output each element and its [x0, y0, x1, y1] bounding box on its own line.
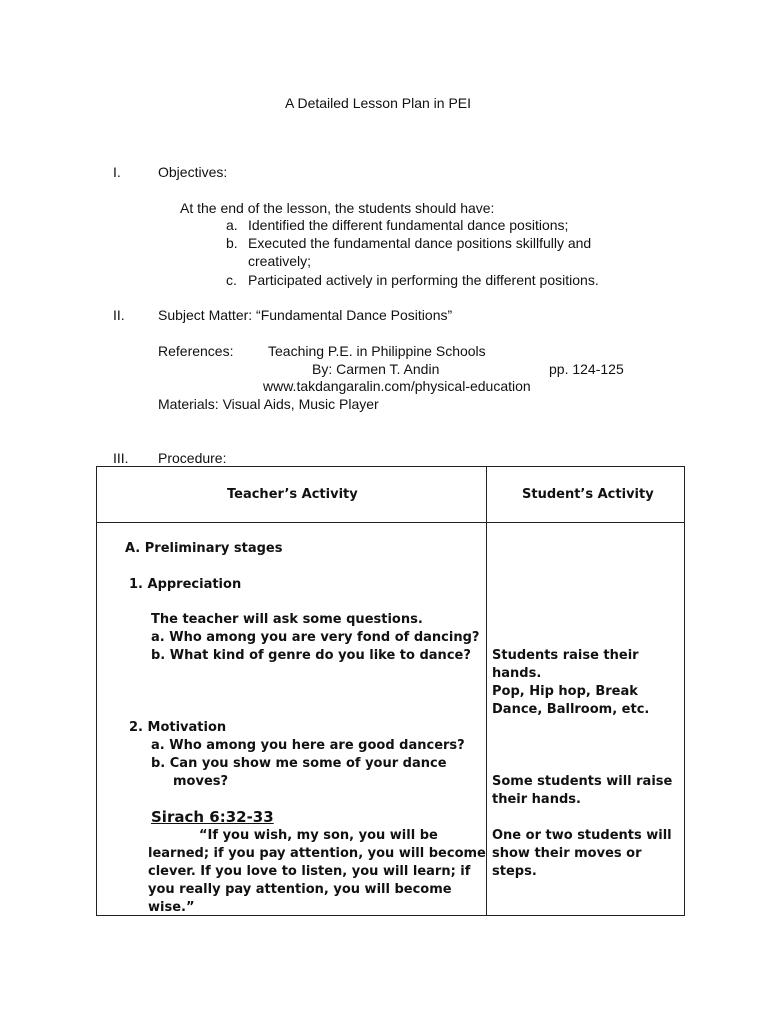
header-teacher-activity: Teacher’s Activity — [227, 487, 358, 502]
objective-item-a: Identified the different fundamental dance positions; — [248, 217, 569, 233]
verse-reference: Sirach 6:32-33 — [151, 808, 274, 826]
reference-website: www.takdangaralin.com/physical-education — [263, 378, 531, 394]
reference-book: Teaching P.E. in Philippine Schools — [268, 343, 486, 359]
verse-line: you really pay attention, you will become — [148, 882, 452, 897]
section-numeral-subject: II. — [113, 307, 125, 323]
student-response: Some students will raise — [492, 774, 673, 789]
objective-marker-c: c. — [226, 272, 237, 288]
objective-item-b-cont: creatively; — [248, 253, 312, 269]
objective-marker-a: a. — [226, 217, 238, 233]
reference-pages: pp. 124-125 — [549, 361, 624, 377]
section-numeral-procedure: III. — [113, 450, 129, 466]
stage-heading: A. Preliminary stages — [125, 541, 283, 556]
references-label: References: — [158, 343, 234, 359]
reference-author: By: Carmen T. Andin — [312, 361, 440, 377]
table-column-divider — [486, 467, 487, 915]
appreciation-intro: The teacher will ask some questions. — [151, 612, 423, 627]
verse-line: wise.” — [148, 900, 195, 915]
objectives-intro: At the end of the lesson, the students should have: — [180, 200, 495, 216]
verse-line: “If you wish, my son, you will be — [199, 828, 438, 843]
student-response: Students raise their — [492, 648, 639, 663]
section-label-objectives: Objectives: — [158, 164, 228, 180]
student-response: their hands. — [492, 792, 581, 807]
question-a: a. Who among you are very fond of dancing? — [151, 630, 480, 645]
objective-marker-b: b. — [226, 235, 238, 251]
verse-line: learned; if you pay attention, you will become — [148, 846, 486, 861]
materials: Materials: Visual Aids, Music Player — [158, 396, 379, 412]
page-title: A Detailed Lesson Plan in PEI — [285, 95, 472, 111]
student-response: One or two students will — [492, 828, 672, 843]
motivation-b: b. Can you show me some of your dance — [151, 756, 447, 771]
section-label-procedure: Procedure: — [158, 450, 227, 466]
verse-line: clever. If you love to listen, you will learn; if — [148, 864, 471, 879]
motivation-heading: 2. Motivation — [129, 720, 227, 735]
section-numeral-objectives: I. — [113, 164, 121, 180]
table-header-divider — [97, 522, 684, 523]
objective-item-b: Executed the fundamental dance positions skillfully and — [248, 235, 592, 251]
student-response: steps. — [492, 864, 537, 879]
objective-item-c: Participated actively in performing the different positions. — [248, 272, 599, 288]
student-response: Pop, Hip hop, Break — [492, 684, 638, 699]
motivation-a: a. Who among you here are good dancers? — [151, 738, 465, 753]
student-response: hands. — [492, 666, 542, 681]
student-response: Dance, Ballroom, etc. — [492, 702, 650, 717]
student-response: show their moves or — [492, 846, 642, 861]
subject-matter: Subject Matter: “Fundamental Dance Positions” — [158, 307, 453, 323]
motivation-b-cont: moves? — [173, 774, 229, 789]
header-student-activity: Student’s Activity — [522, 487, 654, 502]
appreciation-heading: 1. Appreciation — [129, 577, 242, 592]
question-b: b. What kind of genre do you like to dance? — [151, 648, 471, 663]
